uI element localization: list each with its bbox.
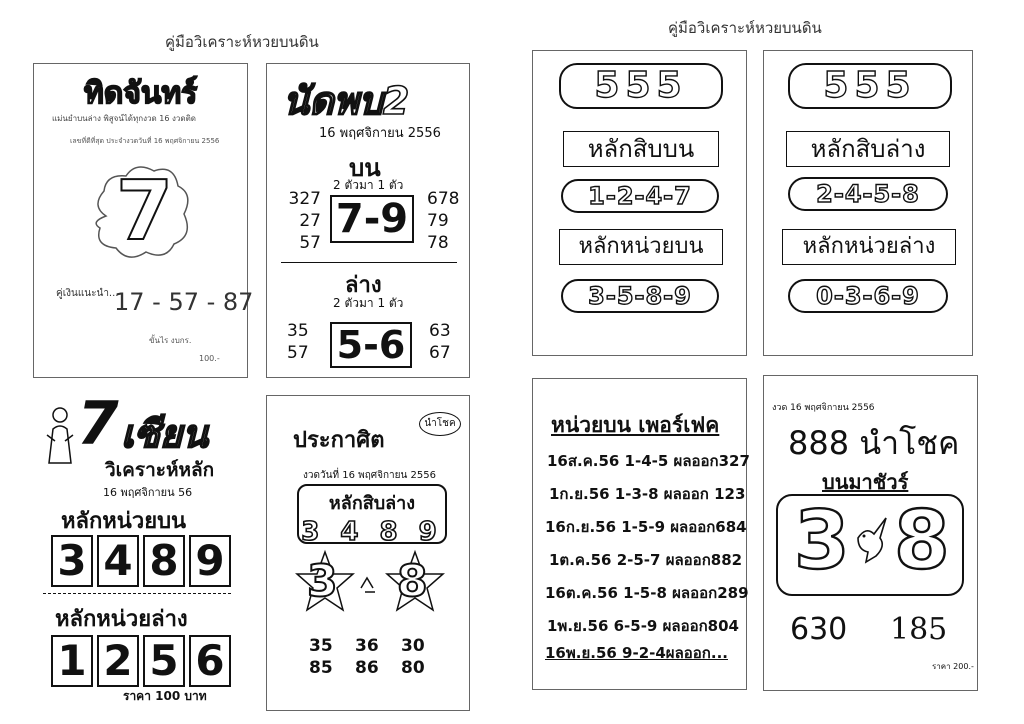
list-item: 16พ.ย.56 9-2-4ผลออก... [545, 644, 728, 662]
card-nat-phop [266, 63, 470, 378]
card-555-top [532, 50, 747, 356]
list-item: 1พ.ย.56 6-5-9 ผลออก804 [547, 617, 739, 635]
card5-label1: หลักสิบบน [563, 131, 719, 167]
card4-row1-n1: 35 [309, 636, 333, 656]
left-page-header: คู่มือวิเคราะห์หวยบนดิน [165, 33, 319, 51]
card2-bottom-left-numbers [287, 320, 309, 364]
card1-subtitle2: เลขที่ดีที่สุด ประจำงวดวันที่ 16 พฤศจิกายน 2556 [70, 137, 220, 145]
digit-box: 8 [143, 535, 185, 587]
card6-label2: หลักหน่วยล่าง [782, 229, 956, 265]
card5-value2: 3-5-8-9 [588, 282, 692, 310]
card6-value1-box [788, 177, 948, 211]
card4-date: งวดวันที่ 16 พฤศจิกายน 2556 [303, 470, 436, 481]
card8-number2: 185 [890, 612, 948, 647]
card1-big-number: 7 [116, 164, 174, 259]
card6-value1: 2-4-5-8 [816, 180, 920, 208]
list-item: 16ต.ค.56 1-5-8 ผลออก289 [545, 584, 749, 602]
card6-value2-box [788, 279, 948, 313]
card3-date: 16 พฤศจิกายน 56 [103, 486, 193, 499]
card2-top-subtitle: 2 ตัวมา 1 ตัว [333, 178, 404, 192]
list-item: 16ก.ย.56 1-5-9 ผลออก684 [545, 518, 747, 536]
card2-top-left-n2: 27 [299, 211, 321, 231]
card5-banner-text: 555 [594, 65, 688, 106]
card2-bottom-subtitle: 2 ตัวมา 1 ตัว [333, 296, 404, 310]
card1-title: ทิดจันทร์ [84, 76, 198, 111]
card2-top-right-numbers [427, 188, 459, 254]
digit-box: 2 [97, 635, 139, 687]
right-page-header: คู่มือวิเคราะห์หวยบนดิน [668, 19, 822, 37]
card6-banner [788, 63, 952, 109]
card5-banner [559, 63, 723, 109]
card2-top-left-n3: 57 [299, 233, 321, 253]
card2-top-label: บน [349, 154, 381, 182]
card2-date: 16 พฤศจิกายน 2556 [319, 126, 441, 141]
card4-row2-n2: 86 [355, 658, 379, 678]
card3-title-word: เซียน [121, 412, 209, 456]
digit-box: 5 [143, 635, 185, 687]
card1-pair-label: คู่เงินแนะนำ... [56, 288, 119, 299]
card-seven-sian [33, 389, 248, 711]
card8-title: 888 นำโชค [788, 424, 960, 462]
card-thid-chan [33, 63, 254, 378]
card3-divider [43, 593, 231, 594]
card2-top-right-n3: 78 [427, 233, 449, 253]
digit-box: 6 [189, 635, 231, 687]
card2-bottom-right-numbers [429, 320, 451, 364]
card-888-lucky [763, 375, 978, 691]
digit-box: 1 [51, 635, 93, 687]
dove-icon [852, 512, 892, 566]
card2-bottom-main: 5-6 [330, 322, 412, 368]
card4-digits: 3 4 8 9 [301, 517, 443, 547]
card3-unit-bottom-digits [51, 635, 235, 687]
card6-banner-text: 555 [823, 65, 917, 106]
card2-bottom-left-n1: 35 [287, 321, 309, 341]
card5-value1: 1-2-4-7 [588, 182, 692, 210]
card-555-bottom [763, 50, 973, 356]
card2-top-left-n1: 327 [288, 189, 321, 209]
list-item: 1ต.ค.56 2-5-7 ผลออก882 [549, 551, 743, 569]
card4-unit-box [297, 484, 447, 547]
card4-row2 [309, 658, 425, 678]
card4-left-big: 3 [307, 556, 338, 607]
digit-box: 4 [97, 535, 139, 587]
card3-unit-bottom-label: หลักหน่วยล่าง [55, 607, 188, 632]
card-perfect-units [532, 378, 750, 690]
card5-label2: หลักหน่วยบน [559, 229, 723, 265]
sage-figure-icon [41, 405, 79, 465]
card2-bottom-right-n1: 63 [429, 321, 451, 341]
card4-logo: ประกาศิต [293, 428, 385, 453]
card4-row1 [309, 636, 425, 656]
card-prakasit [266, 395, 470, 711]
card4-row2-n1: 85 [309, 658, 333, 678]
card3-unit-top-digits [51, 535, 235, 587]
digit-box: 3 [51, 535, 93, 587]
card2-bottom-right-n2: 67 [429, 343, 451, 363]
card5-value2-box [561, 279, 719, 313]
card2-top-right-n2: 79 [427, 211, 449, 231]
card8-left-number: 3 [794, 494, 850, 587]
card2-title: นัดพบ2 [283, 79, 410, 123]
card4-right-big: 8 [397, 556, 428, 607]
card1-price: 100.- [199, 354, 220, 363]
card4-row1-n2: 36 [355, 636, 379, 656]
card6-label1: หลักสิบล่าง [786, 131, 950, 167]
card4-row1-n3: 30 [401, 636, 425, 656]
card2-divider [281, 262, 457, 263]
card2-top-left-numbers [285, 188, 321, 254]
card8-right-number: 8 [894, 494, 950, 587]
card4-row2-n3: 80 [401, 658, 425, 678]
card2-top-right-n1: 678 [427, 189, 460, 209]
card1-footer: ขั้นไร งบกร. [149, 336, 192, 345]
card8-number1: 630 [790, 612, 848, 647]
card4-badge: นำโชค [419, 412, 461, 436]
card3-title-number: 7 [77, 389, 119, 459]
card4-label: หลักสิบล่าง [328, 493, 416, 514]
card2-bottom-left-n2: 57 [287, 343, 309, 363]
list-item: 16ส.ค.56 1-4-5 ผลออก327 [547, 452, 750, 470]
list-item: 1ก.ย.56 1-3-8 ผลออก 123 [549, 485, 746, 503]
card6-value2: 0-3-6-9 [816, 282, 920, 310]
card8-price: ราคา 200.- [932, 662, 974, 671]
card3-unit-top-label: หลักหน่วยบน [61, 509, 187, 534]
card1-subtitle: แม่นยำบนล่าง พิสูจน์ได้ทุกงวด 16 งวดติด [52, 114, 196, 123]
card3-price: ราคา 100 บาท [123, 689, 207, 703]
card2-top-main: 7-9 [330, 195, 414, 243]
card7-title: หน่วยบน เพอร์เฟค [551, 413, 720, 437]
card2-bottom-label: ล่าง [345, 273, 382, 298]
digit-box: 9 [189, 535, 231, 587]
card8-subtitle: บนมาชัวร์ [822, 470, 909, 494]
card3-subtitle: วิเคราะห์หลัก [105, 459, 215, 481]
card1-pairs: 17 - 57 - 87 [114, 288, 254, 316]
card8-date: งวด 16 พฤศจิกายน 2556 [772, 403, 875, 413]
card5-value1-box [561, 179, 719, 213]
